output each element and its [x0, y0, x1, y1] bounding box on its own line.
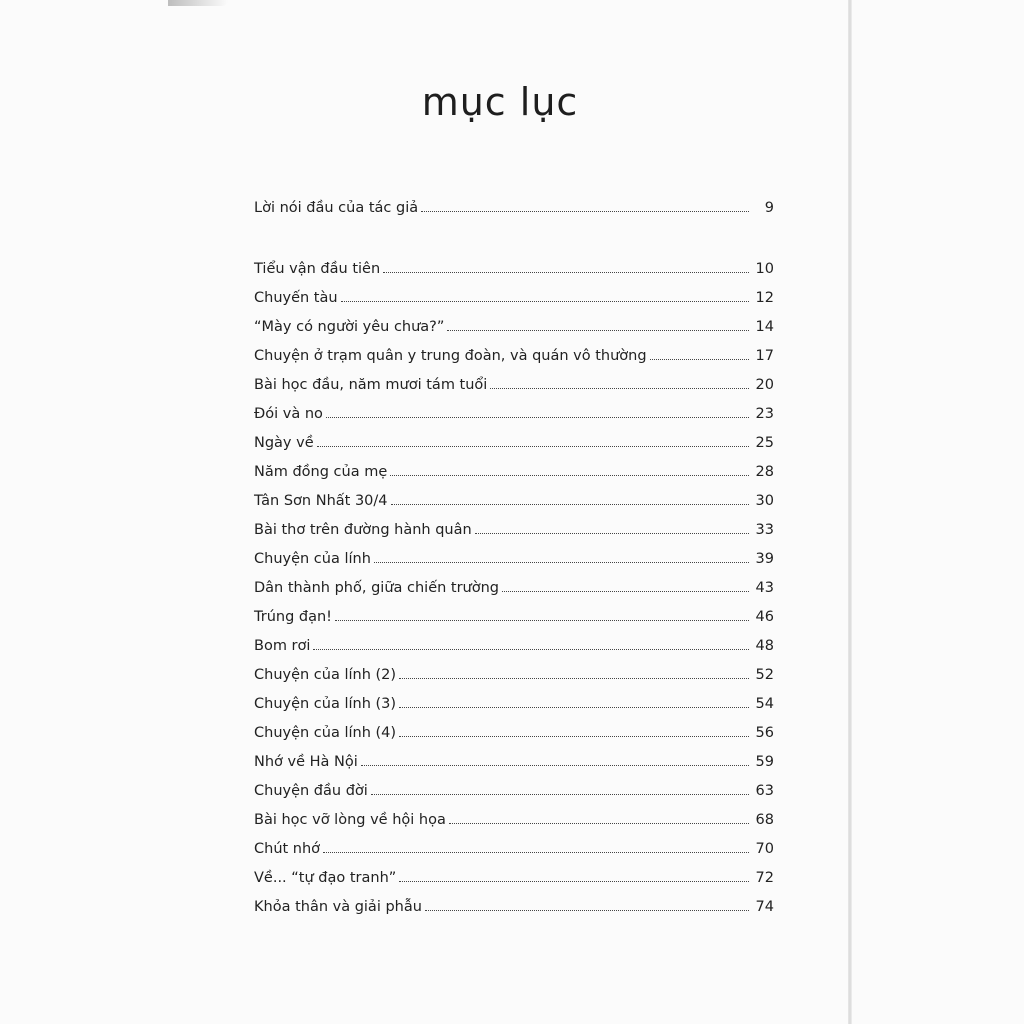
page-edge	[848, 0, 852, 1024]
toc-entry-label: Ngày về	[254, 435, 314, 451]
toc-entry	[254, 725, 774, 754]
toc-entry-label: Trúng đạn!	[254, 609, 332, 625]
dot-leader	[317, 446, 749, 447]
toc-entry-page-number: 23	[755, 406, 774, 422]
dot-leader	[421, 211, 749, 212]
dot-leader	[399, 736, 749, 737]
toc-entry-label: Tân Sơn Nhất 30/4	[254, 493, 388, 509]
toc-entry-label: Năm đồng của mẹ	[254, 464, 388, 480]
dot-leader	[383, 272, 749, 273]
dot-leader	[391, 504, 749, 505]
toc-entry-page-number: 56	[755, 725, 774, 741]
toc-entry-page-number: 30	[755, 493, 774, 509]
toc-entry-label: Chút nhớ	[254, 841, 321, 857]
dot-leader	[313, 649, 749, 650]
dot-leader	[390, 475, 749, 476]
toc-entry-label: Chuyện của lính (4)	[254, 725, 397, 741]
toc-entry	[254, 696, 774, 725]
toc-entry	[254, 406, 774, 435]
dot-leader	[490, 388, 749, 389]
dot-leader	[341, 301, 749, 302]
toc-entry	[254, 899, 774, 928]
toc-entry	[254, 667, 774, 696]
page-corner-shadow	[168, 0, 228, 6]
toc-entry-page-number: 20	[755, 377, 774, 393]
toc-entry-page-number: 9	[764, 200, 774, 216]
toc-entry-label: Khỏa thân và giải phẫu	[254, 899, 422, 915]
toc-entry-page-number: 25	[755, 435, 774, 451]
dot-leader	[371, 794, 749, 795]
toc-entry-page-number: 39	[755, 551, 774, 567]
toc-entry-label: Bài học vỡ lòng về hội họa	[254, 812, 446, 828]
toc-entry-page-number: 74	[755, 899, 774, 915]
toc-entry	[254, 200, 774, 229]
toc-entry-label: Bài học đầu, năm mươi tám tuổi	[254, 377, 488, 393]
toc-entry	[254, 522, 774, 551]
toc-entry-page-number: 28	[755, 464, 774, 480]
dot-leader	[447, 330, 749, 331]
dot-leader	[399, 707, 749, 708]
dot-leader	[475, 533, 749, 534]
dot-leader	[323, 852, 749, 853]
toc-entry-page-number: 33	[755, 522, 774, 538]
toc-entry	[254, 261, 774, 290]
toc-entry-label: Chuyện của lính	[254, 551, 371, 567]
toc-entry-label: Đói và no	[254, 406, 323, 422]
toc-entry-page-number: 72	[755, 870, 774, 886]
toc-entry-label: Chuyện đầu đời	[254, 783, 368, 799]
dot-leader	[425, 910, 749, 911]
toc-entry-label: Chuyện của lính (3)	[254, 696, 397, 712]
toc-entry-label: “Mày có người yêu chưa?”	[254, 319, 445, 335]
dot-leader	[361, 765, 749, 766]
toc-entry-label: Dân thành phố, giữa chiến trường	[254, 580, 500, 596]
dot-leader	[335, 620, 749, 621]
toc-entry	[254, 841, 774, 870]
toc-entry-label: Bom rơi	[254, 638, 311, 654]
toc-entry	[254, 290, 774, 319]
toc-entry-page-number: 54	[755, 696, 774, 712]
toc-entry	[254, 783, 774, 812]
toc-entry-page-number: 63	[755, 783, 774, 799]
toc-entry	[254, 377, 774, 406]
toc-entry	[254, 348, 774, 377]
toc-entry-label: Tiểu vận đầu tiên	[254, 261, 381, 277]
dot-leader	[374, 562, 749, 563]
toc-entry	[254, 754, 774, 783]
page-title: mục lục	[421, 80, 579, 124]
toc-entry-label: Bài thơ trên đường hành quân	[254, 522, 472, 538]
dot-leader	[399, 881, 749, 882]
toc-entry	[254, 551, 774, 580]
toc-entry-page-number: 68	[755, 812, 774, 828]
toc-entry-page-number: 46	[755, 609, 774, 625]
toc-entry-label: Lời nói đầu của tác giả	[254, 200, 419, 216]
toc-entry-label: Chuyện của lính (2)	[254, 667, 397, 683]
toc-entry-page-number: 17	[755, 348, 774, 364]
table-of-contents	[254, 200, 774, 928]
toc-entry	[254, 580, 774, 609]
dot-leader	[650, 359, 749, 360]
toc-entry-page-number: 14	[755, 319, 774, 335]
toc-entry-page-number: 10	[755, 261, 774, 277]
toc-entry-label: Nhớ về Hà Nội	[254, 754, 358, 770]
dot-leader	[502, 591, 749, 592]
toc-entry	[254, 435, 774, 464]
toc-entry	[254, 493, 774, 522]
toc-entry	[254, 870, 774, 899]
toc-entry-page-number: 12	[755, 290, 774, 306]
toc-entry-page-number: 70	[755, 841, 774, 857]
toc-entry	[254, 638, 774, 667]
toc-entry	[254, 464, 774, 493]
toc-entry	[254, 609, 774, 638]
dot-leader	[399, 678, 749, 679]
toc-entry-page-number: 52	[755, 667, 774, 683]
toc-entry	[254, 812, 774, 841]
toc-entry-page-number: 59	[755, 754, 774, 770]
toc-entry-page-number: 48	[755, 638, 774, 654]
dot-leader	[449, 823, 749, 824]
toc-entry-label: Chuyện ở trạm quân y trung đoàn, và quán vô thường	[254, 348, 647, 364]
toc-entry-label: Về... “tự đạo tranh”	[254, 870, 397, 886]
dot-leader	[326, 417, 749, 418]
toc-entry-page-number: 43	[755, 580, 774, 596]
toc-entry-label: Chuyến tàu	[254, 290, 338, 306]
toc-entry	[254, 319, 774, 348]
